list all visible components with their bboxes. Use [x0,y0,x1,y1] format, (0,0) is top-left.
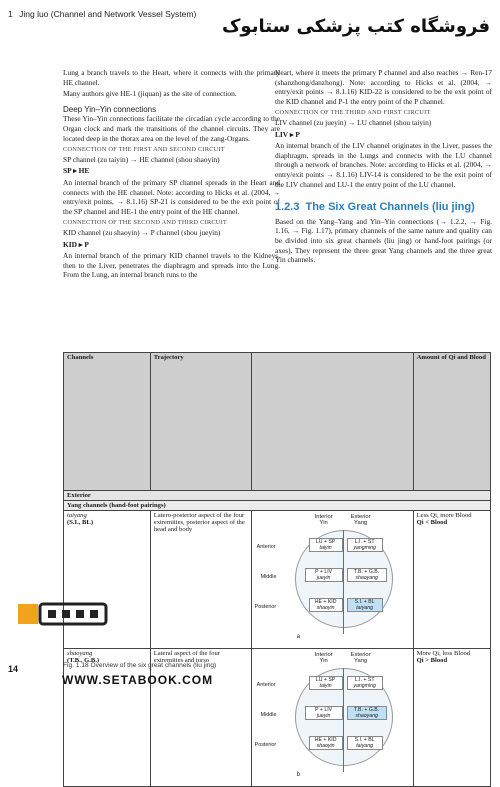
box-he-kid: HE + KID shaoyin [309,598,343,612]
amount-ratio: Qi < Blood [416,519,448,526]
label-interior: Interior Yin [314,514,333,526]
running-head [8,9,196,19]
exterior-label: Exterior [64,491,491,501]
section-deep-yin-yin: Deep Yin–Yin connections [63,104,157,114]
logo-block-1 [48,610,56,618]
right-p4: An internal branch of the LIV channel originates in the Liver, passes the diaphragm, spreads in the Lungs and connects with the LU channel through a network of branches. Note: according to Hicks et al. (2004, → entry/exit points → 8.1.16) LIV-14 is considered to be the exit point of the LIV channel and LU-1 the entry point of the LU channel. [275,141,492,189]
subhead-third-first: CONNECTION OF THE THIRD AND FIRST CIRCUIT [275,109,431,117]
label-exterior: Exterior Yang [350,652,371,664]
left-p6: An internal branch of the primary SP channel spreads in the Heart and connects with the HE channel. Note: according to Hicks et al. (2004, → entry/exit points, → 8.1.16) SP-21 is considered to be the exit point of the SP channel and HE-1 the entry point of the HE channel. [63,177,280,216]
box-lu-sp: LU + SP taiyin [309,538,343,552]
label-anterior: Anterior [256,544,276,550]
chapter-title: Jing luo (Channel and Network Vessel System) [19,9,197,19]
table-row-yang [64,501,491,511]
left-p2: Many authors give HE-1 (jiquan) as the site of connection. [63,89,237,99]
six-channels-table [63,352,491,787]
channel-abbr: (S.I., BL) [67,519,94,526]
logo-block-2 [62,610,70,618]
figure-caption: Fig. 1.18 Overview of the six great channels (liu jing) [63,662,217,669]
right-p3: LIV ▸ P [275,129,300,139]
left-p9: An internal branch of the primary KID channel travels to the Kidneys, then to the Liver, penetrates the diaphragm and spreads into the Lung. From the Lung, an internal branch runs to the [63,251,280,280]
label-posterior: Posterior [254,604,277,610]
subhead-first-second: CONNECTION OF THE FIRST AND SECOND CIRCUIT [63,146,225,154]
left-p7: KID channel (zu shaoyin) → P channel (shou jueyin) [63,227,221,237]
channel-diagram [255,650,410,782]
right-p2: LIV channel (zu jueyin) → LU channel (shou taiyin) [275,117,432,127]
diagram-cell [251,511,413,649]
table-row-exterior [64,491,491,501]
yang-label: Yang channels (hand-foot pairings) [64,501,491,511]
diagram-letter-b: b [296,772,300,778]
table-row [64,511,491,649]
th-trajectory: Trajectory [150,353,251,491]
diagram-letter-a: a [296,634,300,640]
logo-block-3 [76,610,84,618]
amount-text: More Qi, less Blood [416,650,471,657]
box-li-st: L.I. + ST yangming [347,538,383,552]
divider-line [343,668,344,772]
channel-abbr: (T.B., G.B.) [67,657,100,664]
channel-diagram [255,512,410,644]
page-header [0,0,500,46]
amount-ratio: Qi > Blood [416,657,448,664]
store-name: فروشگاه کتب پزشکی ستابوک [221,16,490,37]
box-si-bl: S.I. + BL taiyang [347,598,383,612]
box-lu-sp: LU + SP taiyin [309,676,343,690]
amount-cell [413,511,490,649]
box-he-kid: HE + KID shaoyin [309,736,343,750]
divider-line [343,530,344,634]
section-number: 1.2.3 [275,201,300,214]
table-row [64,649,491,787]
left-p3: These Yin–Yin connections facilitate the circadian cycle according to the Organ clock and mark the transitions of the channel circuits. They are located deep in the thorax area on the level of the zang-Organs. [63,114,280,143]
subhead-second-third: CONNECTION OF THE SECOND AND THIRD CIRCUIT [63,219,228,227]
box-tb-gb: T.B. + G.B. shaoyang [347,706,387,720]
amount-cell [413,649,490,787]
box-si-bl: S.I. + BL taiyang [347,736,383,750]
logo-block-4 [90,610,98,618]
table-header-row [64,353,491,491]
amount-text: Less Qi, more Blood [416,512,472,519]
section-title: The Six Great Channels (liu jing) [305,201,475,214]
box-li-st: L.I. + ST yangming [347,676,383,690]
box-p-liv: P + LIV jueyin [305,568,343,582]
th-amount: Amount of Qi and Blood [413,353,490,491]
label-interior: Interior Yin [314,652,333,664]
label-exterior: Exterior Yang [350,514,371,526]
right-p1: Heart, where it meets the primary P channel and also reaches → Ren-17 (shanzhong/danzhong). Note: according to Hicks et al. (2004, → entry/exit points → 8.1.16) KID-22 is considered to be the exit point of the KID channel and P-1 the entry point of the P channel. [275,68,492,106]
channel-name: taiyang [67,512,87,519]
label-anterior: Anterior [256,682,276,688]
page-number: 14 [8,664,19,674]
th-blank [251,353,413,491]
left-p8: KID ▸ P [63,239,89,249]
label-middle: Middle [260,712,277,718]
chapter-number: 1 [8,9,13,19]
trajectory-cell: Lateral aspect of the four extremities and torso [150,649,251,787]
setabook-logo [18,598,108,638]
left-p5: SP ▸ HE [63,166,90,176]
logo-orange-square [18,604,38,624]
left-column [63,68,280,282]
right-p5: Based on the Yang–Yang and Yin–Yin connections (→ 1.2.2, → Fig. 1.16, → Fig. 1.17), primary channels of the same nature and quality can be divided into six great channels (liu jing) or hand-foot pairings (or axes). They represent the three great Yang channels and the three great Yin channels. [275,216,492,265]
site-url[interactable]: WWW.SETABOOK.COM [62,673,214,687]
section-heading [275,203,492,213]
channel-name-cell [64,649,151,787]
left-p1: Lung a branch travels to the Heart, where it connects with the primary HE channel. [63,68,280,87]
right-column [275,68,492,267]
box-p-liv: P + LIV jueyin [305,706,343,720]
left-p4: SP channel (zu taiyin) → HE channel (shou shaoyin) [63,154,220,164]
label-posterior: Posterior [254,742,277,748]
box-tb-gb: T.B. + G.B. shaoyang [347,568,387,582]
diagram-cell [251,649,413,787]
th-channels: Channels [64,353,151,491]
label-middle: Middle [260,574,277,580]
channel-name: shaoyang [67,650,93,657]
trajectory-cell: Latero-posterior aspect of the four extremities, posterior aspect of the head and body [150,511,251,649]
